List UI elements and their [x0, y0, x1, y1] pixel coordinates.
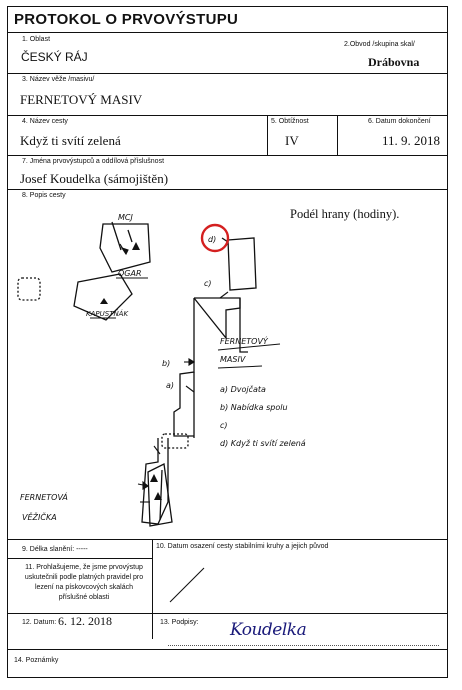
- top-block: [228, 238, 256, 290]
- prohlaseni-label: 11. Prohlašujeme, že jsme prvovýstup uskutečnili podle platných pravidel pro lezení na pískovcových skalách příslušné oblasti: [24, 564, 144, 601]
- jmena-label: 7. Jména prvovýstupců a oddílová příslušnost: [22, 158, 165, 165]
- obvod-value: Drábovna: [368, 55, 420, 69]
- signature-line: [168, 645, 439, 646]
- jmena-value: Josef Koudelka (sámojištěn): [20, 171, 169, 186]
- sketch-label-fernetova: FERNETOVÁ: [20, 493, 68, 502]
- legend-a: a) Dvojčata: [220, 385, 266, 394]
- route-sketch: [8, 202, 446, 542]
- sketch-label-vezicka: VĚŽIČKA: [22, 513, 57, 522]
- datum-label: 12. Datum:: [22, 619, 57, 626]
- osazeni-label: 10. Datum osazení cesty stabilními kruhy a jejich původ: [156, 543, 329, 550]
- sketch-label-mcj: MCJ: [118, 213, 133, 222]
- cesta-label: 4. Název cesty: [22, 118, 68, 125]
- svg-text:Koudelka: Koudelka: [230, 620, 307, 640]
- massif-outline: [194, 298, 240, 338]
- datum-dokonceni-label: 6. Datum dokončení: [368, 118, 431, 125]
- vez-value: FERNETOVÝ MASIV: [20, 92, 143, 107]
- legend-d: d) Když ti svítí zelená: [220, 439, 306, 448]
- protocol-form: [7, 6, 448, 678]
- legend-b: b) Nabídka spolu: [220, 403, 288, 412]
- datum-dokonceni-value: 11. 9. 2018: [382, 133, 441, 148]
- vez-label: 3. Název věže /masivu/: [22, 76, 95, 83]
- obtiznost-value: IV: [285, 133, 299, 148]
- sketch-mark-d: d): [208, 235, 217, 244]
- obvod-label: 2.Obvod /skupina skal/: [344, 41, 415, 48]
- signature: [228, 611, 338, 645]
- sketch-mark-b: b): [162, 359, 171, 368]
- form-title: PROTOKOL O PRVOVÝSTUPU: [14, 11, 239, 28]
- delka-label: 9. Délka slanění: -----: [22, 546, 88, 553]
- legend-c: c): [220, 421, 228, 430]
- sketch-mark-c: c): [204, 279, 212, 288]
- oblast-value: ČESKÝ RÁJ: [21, 50, 88, 64]
- oblast-label: 1. Oblast: [22, 36, 51, 43]
- popis-value: Podél hrany (hodiny).: [290, 207, 400, 221]
- sketch-label-fernetovy: FERNETOVÝ: [220, 337, 268, 346]
- obtiznost-label: 5. Obtížnost: [271, 118, 309, 125]
- sketch-label-masiv: MASIV: [220, 355, 246, 364]
- cesta-value: Když ti svítí zelená: [20, 133, 121, 148]
- popis-label: 8. Popis cesty: [22, 192, 66, 199]
- datum-value: 6. 12. 2018: [58, 614, 112, 628]
- podpisy-label: 13. Podpisy:: [160, 619, 199, 626]
- mcj-rock: [100, 224, 150, 272]
- poznamky-label: 14. Poznámky: [14, 657, 59, 664]
- sketch-label-kapustnak: KAPUSTŇÁK: [86, 310, 129, 318]
- osazeni-strike: [152, 558, 212, 606]
- small-block-left: [18, 278, 40, 300]
- sketch-label-ogar: OGAR: [118, 269, 142, 278]
- sketch-mark-a: a): [166, 381, 175, 390]
